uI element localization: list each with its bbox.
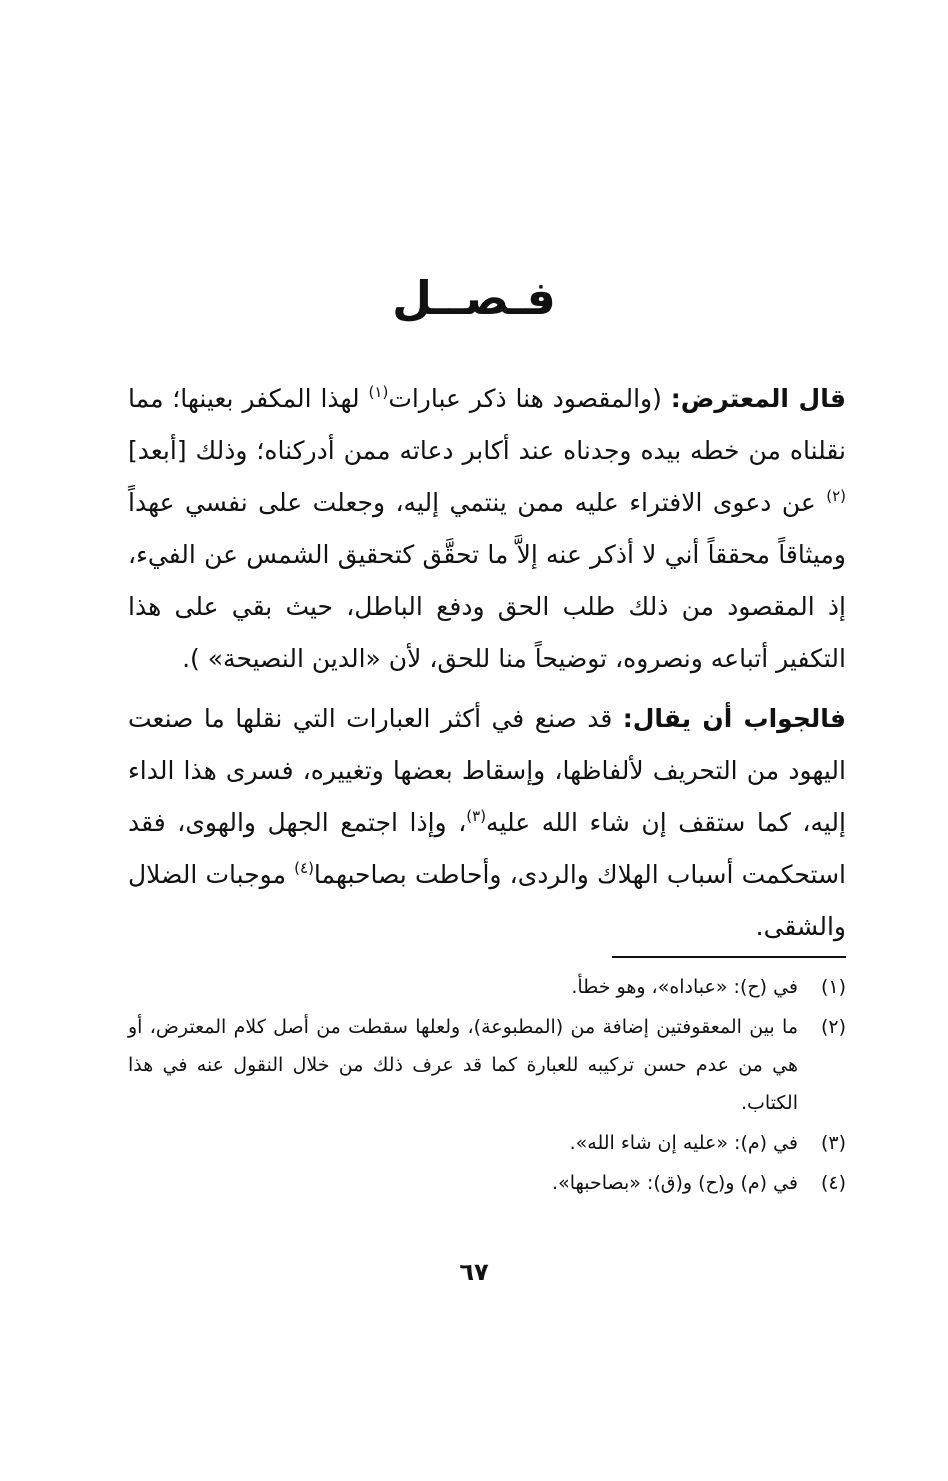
footnote-number: (٣)	[820, 1132, 846, 1154]
text-segment: قد صنع في أكثر العبارات التي نقلها ما صنعت اليهود من التحريف لألفاظها، وإسقاط بعضها وتغييره، فسرى هذا الداء إليه، كما ستقف إن شاء الله عليه	[128, 704, 846, 837]
footnote-number: (٤)	[820, 1172, 846, 1194]
footnote-text: في (م) و(ح) و(ق): «بصاحبها».	[552, 1172, 798, 1194]
footnote-item	[128, 1008, 846, 1122]
paragraph-lead: فالجواب أن يقال:	[622, 704, 846, 733]
text-segment: (والمقصود هنا ذكر عبارات	[388, 384, 671, 413]
footnote-item	[128, 968, 846, 1006]
footnote-text: في (م): «عليه إن شاء الله».	[569, 1132, 798, 1154]
text-segment: ، وإذا اجتمع الجهل والهوى، فقد استحكمت أسباب الهلاك والردى، وأحاطت بصاحبهما	[128, 808, 846, 889]
footnote-item	[128, 1164, 846, 1202]
paragraph-answer	[128, 693, 846, 953]
paragraph-objection	[128, 373, 846, 685]
footnotes	[128, 968, 846, 1204]
footnote-number: (١)	[820, 976, 846, 998]
section-heading: فـصــل	[392, 271, 556, 325]
footnote-item	[128, 1124, 846, 1162]
footnote-marker: (٣)	[466, 807, 487, 825]
footnote-marker: (٤)	[294, 859, 314, 877]
page-number: ٦٧	[459, 1258, 489, 1286]
text-segment: لهذا المكفر بعينها؛ مما نقلناه من خطه بيده وجدناه عند أكابر دعاته ممن أدركناه؛ وذلك [أبعد]	[128, 384, 846, 465]
footnote-divider	[612, 956, 846, 958]
footnote-marker: (١)	[368, 383, 389, 401]
text-segment: عن دعوى الافتراء عليه ممن ينتمي إليه، وجعلت على نفسي عهداً وميثاقاً محققاً أني لا أذكر عنه إلاَّ ما تحقَّق كتحقيق الشمس عن الفيء، إذ المقصود من ذلك طلب الحق ودفع الباطل، حيث بقي على هذا التكفير أتباعه ونصروه، توضيحاً منا للحق، لأن «الدين النصيحة» ).	[128, 488, 846, 673]
footnote-marker: (٢)	[826, 487, 846, 505]
main-text	[128, 373, 846, 961]
footnote-text: في (ح): «عباداه»، وهو خطأ.	[571, 976, 798, 998]
text-segment: موجبات الضلال والشقى.	[128, 860, 846, 941]
paragraph-lead: قال المعترض:	[670, 384, 847, 413]
footnote-number: (٢)	[820, 1016, 846, 1038]
footnote-text: ما بين المعقوفتين إضافة من (المطبوعة)، ولعلها سقطت من أصل كلام المعترض، أو هي من عدم حسن تركيبه للعبارة كما قد عرف ذلك من خلال النقول عنه في هذا الكتاب.	[128, 1016, 798, 1114]
